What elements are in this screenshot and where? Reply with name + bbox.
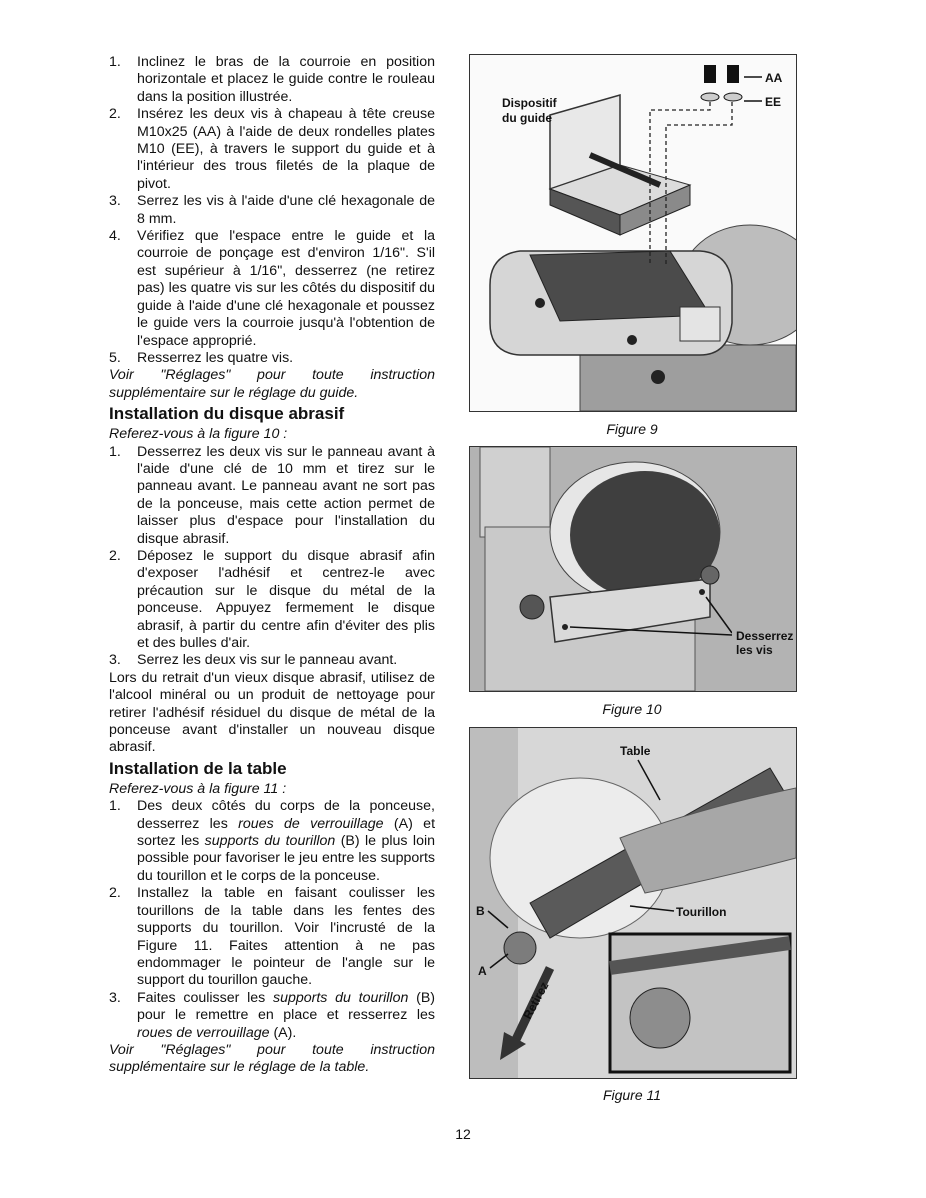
disc-paragraph: Lors du retrait d'un vieux disque abrasif, utilisez de l'alcool minéral ou un produit de nettoyage pour retirer l'adhésif résiduel du disque de métal de la ponceuse avant d'installer un nouveau disque abrasif. bbox=[109, 669, 435, 756]
figure-10 bbox=[469, 446, 797, 692]
label-aa: AA bbox=[765, 71, 783, 85]
guide-note: Voir "Réglages" pour toute instruction supplémentaire sur le réglage du guide. bbox=[109, 367, 435, 401]
section-heading-table: Installation de la table bbox=[109, 758, 287, 778]
item-number: 4. bbox=[109, 228, 121, 245]
figure-reference: Referez-vous à la figure 11 : bbox=[109, 780, 287, 797]
list-item bbox=[109, 652, 435, 669]
figure-9-caption: Figure 9 bbox=[606, 421, 658, 437]
item-text: (B) le plus loin possible pour favoriser le jeu entre les supports du tourillon et le corps de la ponceuse. bbox=[137, 833, 435, 884]
item-text: Desserrez les deux vis sur le panneau avant à l'aide d'une clé de 10 mm et tirez sur le panneau avant. Le panneau avant ne sort pas de la ponceuse, mais cette action permet de laisser plus d'espace pour l'installation du disque abrasif. bbox=[137, 443, 435, 547]
item-text: Faites coulisser les bbox=[137, 989, 273, 1006]
table-steps bbox=[109, 798, 435, 1042]
list-item bbox=[109, 798, 435, 885]
label-dispositif: Dispositif bbox=[502, 96, 557, 110]
item-text: Installez la table en faisant coulisser les tourillons de la table dans les fentes des supports du tourillon. Voir l'incrusté de la Figure 11. Faites attention à ne pas endommager le pointeur de l'angle sur le support du tourillon gauche. bbox=[137, 885, 435, 989]
list-item bbox=[109, 444, 435, 548]
list-item bbox=[109, 228, 435, 350]
disc-steps bbox=[109, 444, 435, 670]
item-number: 3. bbox=[109, 652, 121, 669]
list-item bbox=[109, 193, 435, 228]
list-item bbox=[109, 990, 435, 1042]
item-number: 3. bbox=[109, 193, 121, 210]
item-number: 5. bbox=[109, 349, 121, 366]
item-text: Déposez le support du disque abrasif afin d'exposer l'adhésif et centrez-le avec précaution sur le disque du métal de la ponceuse. Appuyez fermement le disque abrasif, à partir du centre afin d'éviter des plis et des bulles d'air. bbox=[137, 547, 435, 651]
list-item bbox=[109, 54, 435, 106]
item-text-italic: roues de verrouillage bbox=[137, 1024, 270, 1041]
figure-11-illustration bbox=[470, 728, 796, 1078]
guide-steps bbox=[109, 54, 435, 367]
item-text: Des deux côtés du corps de la ponceuse, desserrez les bbox=[137, 798, 435, 832]
item-text: (A) et sortez les bbox=[137, 815, 436, 850]
item-number: 2. bbox=[109, 547, 121, 564]
item-text: (B) pour le remettre en place et resserrez les bbox=[137, 989, 436, 1024]
section-heading-abrasive-disc: Installation du disque abrasif bbox=[109, 404, 345, 424]
list-item bbox=[109, 548, 435, 652]
item-text: Serrez les vis à l'aide d'une clé hexagonale de 8 mm. bbox=[137, 193, 435, 227]
item-text: Serrez les deux vis sur le panneau avant. bbox=[137, 652, 398, 669]
left-column bbox=[109, 54, 435, 1077]
item-text: Inclinez le bras de la courroie en position horizontale et placez le guide contre le rouleau dans la position illustrée. bbox=[137, 54, 435, 105]
label-b: B bbox=[476, 904, 485, 918]
item-text: Insérez les deux vis à chapeau à tête creuse M10x25 (AA) à l'aide de deux rondelles plates M10 (EE), à travers le support du guide et à l'intérieur des trous filetés de la plaque de pivot. bbox=[137, 106, 435, 192]
item-text: Vérifiez que l'espace entre le guide et la courroie de ponçage est d'environ 1/16". S'il est supérieur à 1/16", desserrez (ne retirez pas) les quatre vis sur les côtés du dispositif du guide à l'aide d'une clé hexagonale et poussez le guide vers la courroie jusqu'à l'obtention de l'espace approprié. bbox=[137, 228, 435, 349]
item-number: 3. bbox=[109, 989, 121, 1006]
figure-11 bbox=[469, 727, 797, 1079]
figure-reference: Referez-vous à la figure 10 : bbox=[109, 426, 288, 443]
label-retirez: Retirez bbox=[520, 979, 552, 1022]
label-a: A bbox=[478, 964, 487, 978]
figure-9 bbox=[469, 54, 797, 412]
figure-9-illustration bbox=[470, 55, 796, 411]
label-les-vis: les vis bbox=[736, 643, 773, 657]
label-desserrez: Desserrez bbox=[736, 629, 794, 643]
item-number: 1. bbox=[109, 54, 121, 70]
item-text-italic: supports du tourillon bbox=[204, 833, 336, 850]
figure-11-caption: Figure 11 bbox=[602, 1087, 662, 1103]
label-tourillon: Tourillon bbox=[676, 905, 727, 919]
item-number: 1. bbox=[109, 443, 121, 460]
item-text: (A). bbox=[269, 1024, 297, 1041]
item-number: 2. bbox=[109, 106, 121, 123]
item-text-italic: supports du tourillon bbox=[272, 989, 409, 1006]
label-ee: EE bbox=[765, 95, 782, 109]
list-item bbox=[109, 885, 435, 989]
label-table: Table bbox=[620, 744, 651, 758]
page-number: 12 bbox=[455, 1126, 471, 1142]
item-number: 1. bbox=[109, 798, 121, 815]
list-item bbox=[109, 106, 435, 193]
table-note: Voir "Réglages" pour toute instruction supplémentaire sur le réglage de la table. bbox=[109, 1041, 435, 1076]
item-number: 2. bbox=[109, 885, 121, 902]
figure-10-illustration bbox=[470, 447, 796, 691]
figure-10-caption: Figure 10 bbox=[602, 701, 662, 717]
item-text-italic: roues de verrouillage bbox=[238, 815, 384, 832]
item-text: Resserrez les quatre vis. bbox=[137, 349, 294, 366]
label-du-guide: du guide bbox=[502, 111, 552, 125]
list-item bbox=[109, 350, 435, 367]
